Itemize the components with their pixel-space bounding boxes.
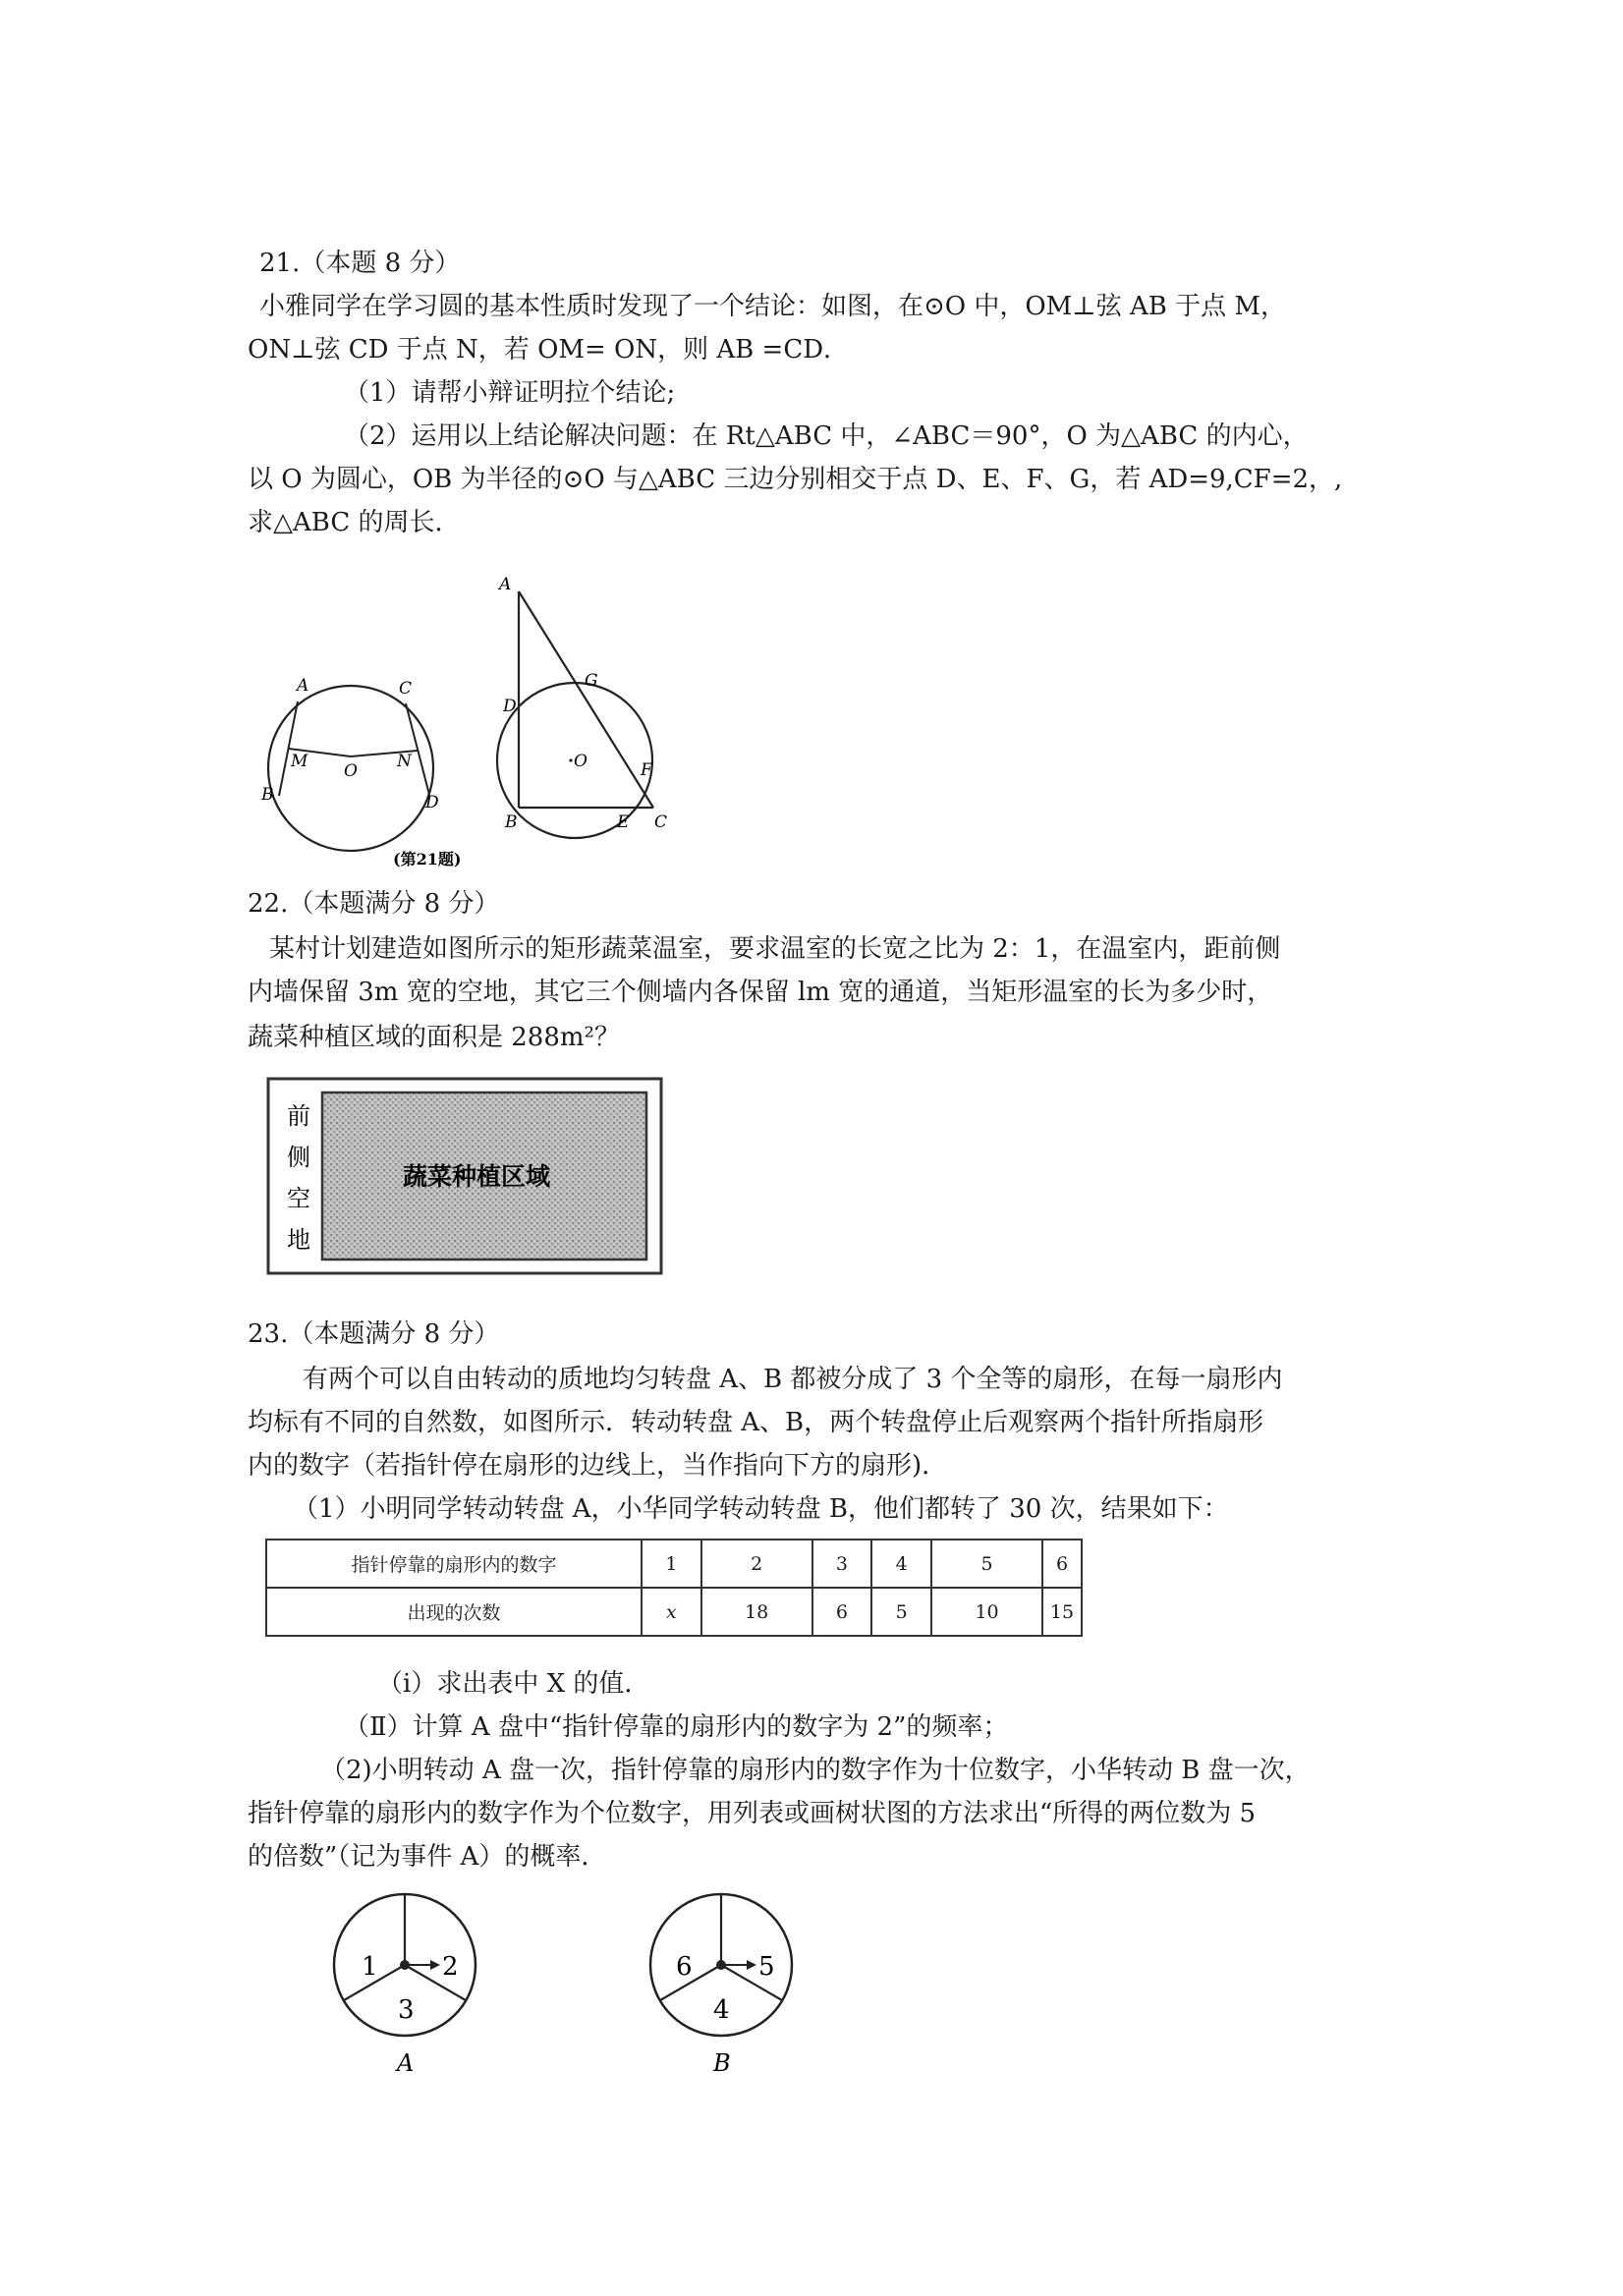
q22-side-char-1: 前 xyxy=(287,1102,310,1130)
table-cell: 15 xyxy=(1042,1588,1082,1636)
q22-area-label: 蔬菜种植区域 xyxy=(403,1162,551,1191)
table-cell: 6 xyxy=(812,1588,872,1636)
spinner-b-num-4: 4 xyxy=(713,1995,730,2025)
spinner-a-arrow-icon xyxy=(430,1960,440,1970)
q23-heading: 23.（本题满分 8 分） xyxy=(248,1319,500,1349)
q22-greenhouse-diagram xyxy=(265,1075,666,1281)
spinner-b xyxy=(650,1894,792,2077)
table-cell: 6 xyxy=(1042,1540,1082,1588)
q21-fig1-label-a: A xyxy=(297,676,309,696)
q21-figures xyxy=(246,550,698,884)
table-row xyxy=(266,1588,1082,1636)
q23-part-2-line-1: （2)小明转动 A 盘一次，指针停靠的扇形内的数字作为十位数字，小华转动 B 盘一次， xyxy=(320,1756,1311,1785)
q21-fig1-label-b: B xyxy=(261,785,274,805)
q23-part-2-line-3: 的倍数”（记为事件 A）的概率． xyxy=(248,1842,607,1872)
spinner-b-label: B xyxy=(713,2049,731,2077)
q23-part-1-i: （i）求出表中 X 的值． xyxy=(377,1669,650,1699)
q21-circle-figure xyxy=(260,676,439,851)
q21-part-1: （1）请帮小辩证明拉个结论; xyxy=(344,378,676,408)
q21-fig1-label-d: D xyxy=(425,793,439,812)
spinner-a-label: A xyxy=(397,2049,415,2077)
q21-fig2-label-f: F xyxy=(641,760,652,780)
q21-fig1-label-n: N xyxy=(397,752,412,771)
q21-fig1-label-c: C xyxy=(399,679,413,699)
table-cell: 10 xyxy=(931,1588,1042,1636)
q23-part-1: （1）小明同学转动转盘 A，小华同学转动转盘 B，他们都转了 30 次，结果如下： xyxy=(293,1494,1229,1524)
table-cell: 1 xyxy=(642,1540,701,1588)
spinner-b-arrow-icon xyxy=(747,1960,756,1970)
q21-fig2-label-g: G xyxy=(585,671,598,691)
q21-fig1-label-m: M xyxy=(291,752,308,771)
q22-text-line-3: 蔬菜种植区域的面积是 288m²？ xyxy=(248,1023,620,1052)
q21-part-2-line-1: （2）运用以上结论解决问题：在 Rt△ABC 中，∠ABC＝90°，O 为△ABC 的内心， xyxy=(344,421,1309,451)
q22-text-line-1: 某村计划建造如图所示的矩形蔬菜温室，要求温室的长宽之比为 2：1，在温室内，距前侧 xyxy=(269,934,1281,964)
table-cell: x xyxy=(642,1588,701,1636)
spinner-a-num-1: 1 xyxy=(362,1952,378,1982)
q23-frequency-table xyxy=(265,1539,1083,1637)
q21-text-line-1: 小雅同学在学习圆的基本性质时发现了一个结论：如图，在⊙O 中，OM⊥弦 AB 于点 M， xyxy=(259,292,1287,321)
q21-fig2-label-b: B xyxy=(505,812,518,832)
q21-fig2-label-d: D xyxy=(503,697,517,716)
table-header-number: 指针停靠的扇形内的数字 xyxy=(266,1540,642,1588)
q21-text-line-2: ON⊥弦 CD 于点 N，若 OM= ON，则 AB =CD． xyxy=(248,335,850,364)
table-cell: 4 xyxy=(871,1540,931,1588)
q21-part-2-line-3: 求△ABC 的周长． xyxy=(248,508,461,537)
q21-triangle-figure xyxy=(497,575,667,838)
q21-part-2-line-2: 以 O 为圆心，OB 为半径的⊙O 与△ABC 三边分别相交于点 D、E、F、G，若 AD=9,CF=2，, xyxy=(248,465,1343,494)
spinner-a-num-2: 2 xyxy=(442,1952,459,1982)
q21-fig2-label-c: C xyxy=(654,812,668,832)
table-cell: 2 xyxy=(701,1540,812,1588)
q23-text-line-1: 有两个可以自由转动的质地均匀转盘 A、B 都被分成了 3 个全等的扇形，在每一扇形内 xyxy=(303,1365,1283,1394)
q23-part-2-line-2: 指针停靠的扇形内的数字作为个位数字，用列表或画树状图的方法求出“所得的两位数为 5 xyxy=(248,1799,1257,1828)
spinner-b-num-6: 6 xyxy=(676,1952,693,1982)
q21-heading: 21.（本题 8 分） xyxy=(259,249,461,278)
table-cell: 5 xyxy=(871,1588,931,1636)
q21-figure-caption: (第21题) xyxy=(393,850,462,868)
spinner-a-num-3: 3 xyxy=(398,1995,415,2025)
q22-side-char-4: 地 xyxy=(287,1226,310,1254)
q21-fig2-label-o: O xyxy=(574,752,588,771)
table-cell: 3 xyxy=(812,1540,872,1588)
table-cell: 18 xyxy=(701,1588,812,1636)
q21-fig1-label-o: O xyxy=(344,761,358,781)
q21-fig2-label-a: A xyxy=(499,575,512,594)
q23-text-line-3: 内的数字（若指针停在扇形的边线上，当作指向下方的扇形)． xyxy=(248,1451,948,1481)
q22-heading: 22.（本题满分 8 分） xyxy=(248,889,500,919)
table-row xyxy=(266,1540,1082,1588)
q21-fig2-label-e: E xyxy=(617,812,630,832)
spinner-b-num-5: 5 xyxy=(758,1952,775,1982)
q23-part-1-ii: （Ⅱ）计算 A 盘中“指针停靠的扇形内的数字为 2”的频率； xyxy=(344,1712,1009,1742)
table-cell: 5 xyxy=(931,1540,1042,1588)
q22-side-char-2: 侧 xyxy=(287,1144,310,1171)
table-header-count: 出现的次数 xyxy=(266,1588,642,1636)
q23-spinners xyxy=(314,1886,825,2093)
q22-text-line-2: 内墙保留 3m 宽的空地，其它三个侧墙内各保留 lm 宽的通道，当矩形温室的长为多少时， xyxy=(248,978,1273,1007)
spinner-a xyxy=(334,1894,476,2077)
q22-side-char-3: 空 xyxy=(287,1185,310,1212)
q23-text-line-2: 均标有不同的自然数，如图所示．转动转盘 A、B，两个转盘停止后观察两个指针所指扇形 xyxy=(248,1408,1264,1437)
